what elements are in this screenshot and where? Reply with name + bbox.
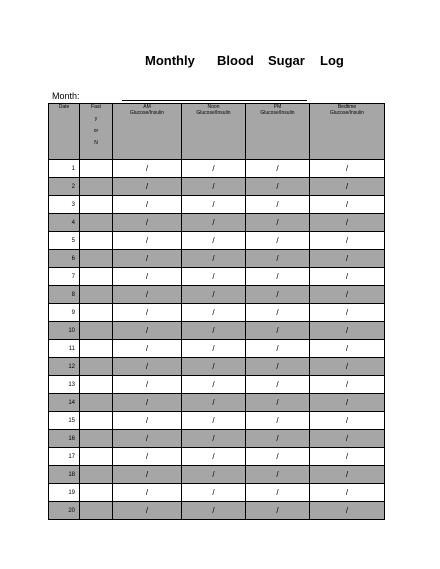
fast-cell[interactable] <box>80 394 113 412</box>
table-row <box>49 214 385 232</box>
table-row <box>49 502 385 520</box>
bedtime-glucose-insulin-cell[interactable]: / <box>310 394 385 412</box>
noon-glucose-insulin-cell[interactable]: / <box>182 484 246 502</box>
title-word-log: Log <box>320 53 344 68</box>
am-glucose-insulin-cell[interactable]: / <box>113 412 182 430</box>
date-cell: 16 <box>49 430 80 448</box>
date-cell: 7 <box>49 268 80 286</box>
bedtime-glucose-insulin-cell[interactable]: / <box>310 484 385 502</box>
header-pm-line-2: Glucose/Insulin <box>260 110 295 116</box>
month-input-line[interactable] <box>122 100 307 101</box>
bedtime-glucose-insulin-cell[interactable]: / <box>310 286 385 304</box>
header-fast-line-4: N <box>94 140 98 146</box>
header-fast <box>80 104 113 160</box>
bedtime-glucose-insulin-cell[interactable]: / <box>310 340 385 358</box>
noon-glucose-insulin-cell[interactable]: / <box>182 178 246 196</box>
fast-cell[interactable] <box>80 358 113 376</box>
bedtime-glucose-insulin-cell[interactable]: / <box>310 376 385 394</box>
noon-glucose-insulin-cell[interactable]: / <box>182 268 246 286</box>
date-cell: 2 <box>49 178 80 196</box>
bedtime-glucose-insulin-cell[interactable]: / <box>310 448 385 466</box>
bedtime-glucose-insulin-cell[interactable]: / <box>310 304 385 322</box>
bedtime-glucose-insulin-cell[interactable]: / <box>310 322 385 340</box>
noon-glucose-insulin-cell[interactable]: / <box>182 466 246 484</box>
am-glucose-insulin-cell[interactable]: / <box>113 178 182 196</box>
header-noon-line-1: Noon <box>207 104 220 110</box>
fast-cell[interactable] <box>80 160 113 178</box>
date-cell: 13 <box>49 376 80 394</box>
header-fast-line-1: Fast <box>91 104 101 110</box>
date-cell: 6 <box>49 250 80 268</box>
title-word-monthly: Monthly <box>145 53 195 68</box>
am-glucose-insulin-cell[interactable]: / <box>113 250 182 268</box>
noon-glucose-insulin-cell[interactable]: / <box>182 412 246 430</box>
bedtime-glucose-insulin-cell[interactable]: / <box>310 502 385 520</box>
am-glucose-insulin-cell[interactable]: / <box>113 286 182 304</box>
date-cell: 19 <box>49 484 80 502</box>
fast-cell[interactable] <box>80 214 113 232</box>
header-pm <box>246 104 310 160</box>
table-row <box>49 196 385 214</box>
header-date <box>49 104 80 160</box>
header-bedtime <box>310 104 385 160</box>
pm-glucose-insulin-cell[interactable]: / <box>246 232 310 250</box>
am-glucose-insulin-cell[interactable]: / <box>113 304 182 322</box>
pm-glucose-insulin-cell[interactable]: / <box>246 376 310 394</box>
date-cell: 3 <box>49 196 80 214</box>
bedtime-glucose-insulin-cell[interactable]: / <box>310 232 385 250</box>
pm-glucose-insulin-cell[interactable]: / <box>246 502 310 520</box>
date-cell: 20 <box>49 502 80 520</box>
table-row <box>49 178 385 196</box>
table-row <box>49 448 385 466</box>
am-glucose-insulin-cell[interactable]: / <box>113 322 182 340</box>
am-glucose-insulin-cell[interactable]: / <box>113 484 182 502</box>
pm-glucose-insulin-cell[interactable]: / <box>246 304 310 322</box>
pm-glucose-insulin-cell[interactable]: / <box>246 322 310 340</box>
noon-glucose-insulin-cell[interactable]: / <box>182 214 246 232</box>
fast-cell[interactable] <box>80 178 113 196</box>
header-noon-line-2: Glucose/Insulin <box>196 110 231 116</box>
pm-glucose-insulin-cell[interactable]: / <box>246 448 310 466</box>
noon-glucose-insulin-cell[interactable]: / <box>182 160 246 178</box>
am-glucose-insulin-cell[interactable]: / <box>113 214 182 232</box>
am-glucose-insulin-cell[interactable]: / <box>113 358 182 376</box>
title-word-sugar: Sugar <box>268 53 305 68</box>
table-row <box>49 466 385 484</box>
pm-glucose-insulin-cell[interactable]: / <box>246 484 310 502</box>
noon-glucose-insulin-cell[interactable]: / <box>182 358 246 376</box>
header-am-line-1: AM <box>143 104 151 110</box>
header-bedtime-line-1: Bedtime <box>337 104 357 110</box>
noon-glucose-insulin-cell[interactable]: / <box>182 430 246 448</box>
date-cell: 1 <box>49 160 80 178</box>
date-cell: 17 <box>49 448 80 466</box>
bedtime-glucose-insulin-cell[interactable]: / <box>310 160 385 178</box>
noon-glucose-insulin-cell[interactable]: / <box>182 448 246 466</box>
noon-glucose-insulin-cell[interactable]: / <box>182 232 246 250</box>
table-body <box>49 160 385 520</box>
bedtime-glucose-insulin-cell[interactable]: / <box>310 466 385 484</box>
noon-glucose-insulin-cell[interactable]: / <box>182 250 246 268</box>
am-glucose-insulin-cell[interactable]: / <box>113 340 182 358</box>
pm-glucose-insulin-cell[interactable]: / <box>246 214 310 232</box>
pm-glucose-insulin-cell[interactable]: / <box>246 412 310 430</box>
noon-glucose-insulin-cell[interactable]: / <box>182 394 246 412</box>
table-row <box>49 160 385 178</box>
am-glucose-insulin-cell[interactable]: / <box>113 394 182 412</box>
fast-cell[interactable] <box>80 466 113 484</box>
date-cell: 14 <box>49 394 80 412</box>
am-glucose-insulin-cell[interactable]: / <box>113 196 182 214</box>
blood-sugar-log-table <box>48 103 385 520</box>
fast-cell[interactable] <box>80 232 113 250</box>
header-fast-line-2: y <box>94 116 98 122</box>
table-row <box>49 376 385 394</box>
header-am <box>113 104 182 160</box>
fast-cell[interactable] <box>80 268 113 286</box>
date-cell: 10 <box>49 322 80 340</box>
date-cell: 12 <box>49 358 80 376</box>
pm-glucose-insulin-cell[interactable]: / <box>246 340 310 358</box>
pm-glucose-insulin-cell[interactable]: / <box>246 268 310 286</box>
fast-cell[interactable] <box>80 286 113 304</box>
bedtime-glucose-insulin-cell[interactable]: / <box>310 178 385 196</box>
table-row <box>49 412 385 430</box>
fast-cell[interactable] <box>80 502 113 520</box>
title-word-blood: Blood <box>217 53 254 68</box>
header-pm-line-1: PM <box>273 104 282 110</box>
noon-glucose-insulin-cell[interactable]: / <box>182 196 246 214</box>
header-bedtime-line-2: Glucose/Insulin <box>329 110 365 116</box>
date-cell: 4 <box>49 214 80 232</box>
page-title <box>0 52 440 70</box>
fast-cell[interactable] <box>80 196 113 214</box>
header-fast-line-3: or <box>93 128 99 134</box>
am-glucose-insulin-cell[interactable]: / <box>113 466 182 484</box>
table-row <box>49 484 385 502</box>
table-row <box>49 340 385 358</box>
noon-glucose-insulin-cell[interactable]: / <box>182 286 246 304</box>
pm-glucose-insulin-cell[interactable]: / <box>246 250 310 268</box>
fast-cell[interactable] <box>80 484 113 502</box>
am-glucose-insulin-cell[interactable]: / <box>113 430 182 448</box>
fast-cell[interactable] <box>80 412 113 430</box>
noon-glucose-insulin-cell[interactable]: / <box>182 322 246 340</box>
bedtime-glucose-insulin-cell[interactable]: / <box>310 412 385 430</box>
fast-cell[interactable] <box>80 340 113 358</box>
am-glucose-insulin-cell[interactable]: / <box>113 160 182 178</box>
bedtime-glucose-insulin-cell[interactable]: / <box>310 430 385 448</box>
date-cell: 9 <box>49 304 80 322</box>
noon-glucose-insulin-cell[interactable]: / <box>182 340 246 358</box>
pm-glucose-insulin-cell[interactable]: / <box>246 178 310 196</box>
pm-glucose-insulin-cell[interactable]: / <box>246 394 310 412</box>
table-row <box>49 430 385 448</box>
header-am-line-2: Glucose/Insulin <box>129 110 165 116</box>
date-cell: 11 <box>49 340 80 358</box>
header-date-label: Date <box>58 104 70 110</box>
header-noon <box>182 104 246 160</box>
fast-cell[interactable] <box>80 250 113 268</box>
pm-glucose-insulin-cell[interactable]: / <box>246 430 310 448</box>
table-row <box>49 268 385 286</box>
pm-glucose-insulin-cell[interactable]: / <box>246 466 310 484</box>
table-header-row <box>49 104 385 160</box>
fast-cell[interactable] <box>80 430 113 448</box>
fast-cell[interactable] <box>80 322 113 340</box>
date-cell: 15 <box>49 412 80 430</box>
table-row <box>49 232 385 250</box>
bedtime-glucose-insulin-cell[interactable]: / <box>310 250 385 268</box>
fast-cell[interactable] <box>80 304 113 322</box>
am-glucose-insulin-cell[interactable]: / <box>113 502 182 520</box>
table-row <box>49 286 385 304</box>
fast-cell[interactable] <box>80 376 113 394</box>
noon-glucose-insulin-cell[interactable]: / <box>182 304 246 322</box>
pm-glucose-insulin-cell[interactable]: / <box>246 160 310 178</box>
date-cell: 5 <box>49 232 80 250</box>
noon-glucose-insulin-cell[interactable]: / <box>182 376 246 394</box>
bedtime-glucose-insulin-cell[interactable]: / <box>310 268 385 286</box>
am-glucose-insulin-cell[interactable]: / <box>113 376 182 394</box>
date-cell: 8 <box>49 286 80 304</box>
am-glucose-insulin-cell[interactable]: / <box>113 268 182 286</box>
am-glucose-insulin-cell[interactable]: / <box>113 448 182 466</box>
table-row <box>49 322 385 340</box>
bedtime-glucose-insulin-cell[interactable]: / <box>310 196 385 214</box>
fast-cell[interactable] <box>80 448 113 466</box>
date-cell: 18 <box>49 466 80 484</box>
noon-glucose-insulin-cell[interactable]: / <box>182 502 246 520</box>
bedtime-glucose-insulin-cell[interactable]: / <box>310 214 385 232</box>
table-row <box>49 394 385 412</box>
pm-glucose-insulin-cell[interactable]: / <box>246 358 310 376</box>
table-row <box>49 250 385 268</box>
month-label: Month: <box>52 91 80 101</box>
bedtime-glucose-insulin-cell[interactable]: / <box>310 358 385 376</box>
am-glucose-insulin-cell[interactable]: / <box>113 232 182 250</box>
table-row <box>49 304 385 322</box>
pm-glucose-insulin-cell[interactable]: / <box>246 286 310 304</box>
table-row <box>49 358 385 376</box>
pm-glucose-insulin-cell[interactable]: / <box>246 196 310 214</box>
